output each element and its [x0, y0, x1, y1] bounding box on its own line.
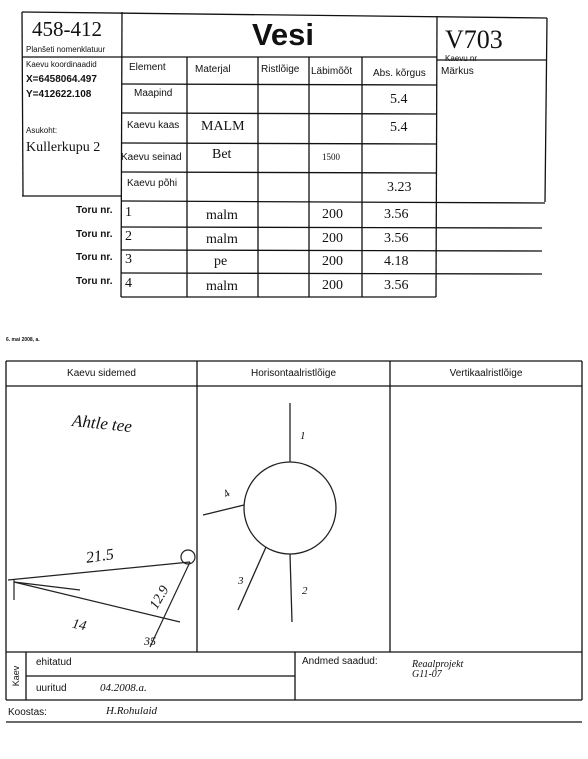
pipe-material-4: malm — [206, 279, 238, 294]
pipe-elevation-4: 3.56 — [384, 278, 409, 293]
pipe-material-1: malm — [206, 208, 238, 223]
pipe-elevation-1: 3.56 — [384, 207, 409, 222]
sketch-dimension-a: 21.5 — [84, 546, 115, 567]
col-header-cross-section: Ristlõige — [261, 64, 300, 75]
horizontal-pipe-label-4: 4 — [220, 487, 233, 501]
sketch-dimension-c: 14 — [70, 616, 88, 635]
sketch-dimension-b: 12.9 — [147, 583, 173, 613]
row-material-cover: MALM — [201, 119, 245, 134]
horizontal-pipe-label-1: 1 — [300, 430, 306, 442]
pipe-label-3: Toru nr. — [76, 252, 113, 263]
location-label: Asukoht: — [26, 126, 58, 135]
pipe-material-3: pe — [214, 254, 228, 269]
diagram-header-ties: Kaevu sidemed — [67, 368, 136, 379]
pipe-elevation-3: 4.18 — [384, 254, 409, 269]
pipe-elevation-2: 3.56 — [384, 231, 409, 246]
row-elevation-cover: 5.4 — [390, 120, 408, 135]
location-address: Kullerkupu 2 — [26, 140, 101, 155]
pipe-label-1: Toru nr. — [76, 205, 113, 216]
footer-built-label: ehitatud — [36, 657, 72, 668]
pipe-diameter-2: 200 — [322, 231, 343, 246]
sketch-street-name: Ahtle tee — [71, 410, 133, 437]
row-material-walls: Bet — [212, 147, 232, 162]
fax-date: 6. mai 2008, a. — [6, 337, 40, 343]
horizontal-pipe-label-2: 2 — [302, 585, 308, 597]
footer-well-label: Kaev — [11, 665, 21, 687]
diagram-header-vertical: Vertikaalristlõige — [449, 368, 523, 379]
row-label-ground: Maapind — [134, 88, 173, 99]
pipe-label-2: Toru nr. — [76, 229, 113, 240]
page-title: Vesi — [251, 17, 315, 52]
row-label-bottom: Kaevu põhi — [127, 178, 178, 189]
diagram-header-horizontal: Horisontaalristlõige — [250, 368, 337, 379]
horizontal-pipe-label-3: 3 — [238, 575, 244, 587]
footer-source-value-2: G11-07 — [412, 669, 442, 680]
map-sheet-number: 458-412 — [32, 17, 102, 41]
col-header-elevation: Abs. kõrgus — [373, 68, 426, 79]
pipe-no-2: 2 — [125, 229, 132, 244]
footer-author-name: H.Rohulaid — [106, 705, 158, 717]
well-no-label: Kaevu nr — [445, 54, 478, 63]
pipe-diameter-1: 200 — [322, 207, 343, 222]
coordinates-label: Kaevu koordinaadid — [26, 60, 97, 69]
sketch-dimension-d: 35 — [144, 634, 156, 648]
row-elevation-bottom: 3.23 — [387, 180, 412, 195]
col-header-element: Element — [129, 62, 166, 73]
well-id: V703 — [445, 25, 503, 54]
pipe-material-2: malm — [206, 232, 238, 247]
footer-source-value-1: Reaalprojekt — [412, 659, 464, 670]
footer-author-label: Koostas: — [8, 707, 47, 718]
col-header-note: Märkus — [441, 66, 474, 77]
pipe-diameter-3: 200 — [322, 254, 343, 269]
pipe-label-4: Toru nr. — [76, 276, 113, 287]
pipe-no-1: 1 — [125, 205, 132, 220]
footer-surveyed-date: 04.2008.a. — [100, 682, 147, 694]
row-label-cover: Kaevu kaas — [127, 120, 180, 131]
pipe-diameter-4: 200 — [322, 278, 343, 293]
pipe-no-4: 4 — [125, 276, 132, 291]
row-label-walls: Kaevu seinad — [121, 152, 182, 163]
coordinate-x: X=6458064.497 — [26, 74, 97, 85]
pipe-no-3: 3 — [125, 252, 132, 267]
row-diameter-walls: 1500 — [322, 152, 340, 162]
coordinate-y: Y=412622.108 — [26, 89, 92, 100]
map-sheet-label: Planšeti nomenklatuur — [26, 45, 106, 54]
col-header-material: Materjal — [195, 64, 231, 75]
col-header-diameter: Läbimõõt — [311, 66, 353, 77]
footer-surveyed-label: uuritud — [36, 683, 67, 694]
footer-source-label: Andmed saadud: — [302, 656, 378, 667]
row-elevation-ground: 5.4 — [390, 92, 408, 107]
horizontal-section-sketch — [203, 403, 336, 622]
